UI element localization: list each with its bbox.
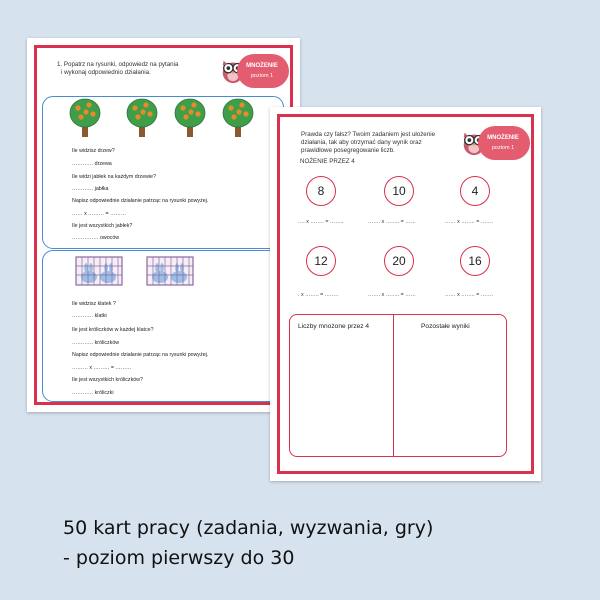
table-header-right: Pozostałe wyniki — [421, 323, 470, 330]
question-text: Napisz odpowiednie działanie patrząc na rysunki powyżej. — [72, 198, 209, 204]
number-circle: 20 — [384, 246, 414, 276]
answer-blank: ………… króliczki — [72, 390, 114, 396]
sorting-table — [289, 314, 507, 457]
answer-blank: ………… jabłka — [72, 186, 109, 192]
equation-blank: . x …….. = …….. — [298, 292, 339, 298]
apple-tree-icon — [126, 98, 158, 138]
question-text: Ile widzi jabłek na każdym drzewie? — [72, 174, 156, 180]
badge-title: MNOŻENIE — [246, 63, 278, 69]
apple-tree-icon — [222, 98, 254, 138]
worksheet-2 — [270, 107, 541, 481]
question-text: Ile jest wszystkich jabłek? — [72, 223, 133, 229]
apple-tree-icon — [69, 98, 101, 138]
worksheet-2-instruction — [301, 131, 451, 154]
rabbit-cage-icon — [146, 256, 194, 286]
equation-blank: ……. x …….. = …… — [368, 219, 416, 225]
badge-pill — [478, 126, 530, 160]
number-circle: 10 — [384, 176, 414, 206]
worksheet-1-instruction — [57, 61, 207, 77]
worksheet-2-subtitle: NOŻENIE PRZEZ 4 — [300, 158, 355, 165]
number-circle: 8 — [306, 176, 336, 206]
worksheet-1 — [27, 38, 300, 412]
answer-blank: ………… drzewa — [72, 161, 112, 167]
table-header-left: Liczby mnożone przez 4 — [298, 323, 370, 330]
instruction-line: 1. Popatrz na rysunki, odpowiedz na pytania — [57, 61, 179, 68]
table-divider — [393, 315, 394, 456]
equation-blank: ……. x …….. = …… — [368, 292, 416, 298]
badge-pill — [237, 54, 289, 88]
equation-blank: ……… x ……… = ……… — [72, 365, 132, 371]
question-text: Ile widzisz drzew? — [72, 148, 115, 154]
instruction-line: Prawda czy fałsz? Twoim zadaniem jest ułożenie — [301, 131, 436, 138]
task-panel-cages — [42, 250, 284, 402]
badge-title: MNOŻENIE — [487, 135, 519, 141]
level-badge — [219, 54, 289, 90]
equation-blank: …… x …….. = ……. — [445, 219, 493, 225]
level-badge — [460, 126, 530, 162]
badge-level: poziom 1 — [250, 73, 274, 79]
equation-blank: …. x …….. = …….. — [298, 219, 344, 225]
task-panel-trees — [42, 96, 284, 249]
number-circle: 12 — [306, 246, 336, 276]
caption-line-1: 50 kart pracy (zadania, wyzwania, gry) — [63, 517, 434, 539]
apple-tree-icon — [174, 98, 206, 138]
instruction-line: działania, tak aby otrzymać dany wynik oraz — [301, 138, 422, 146]
question-text: Ile widzisz klatek ? — [72, 301, 116, 307]
badge-level: poziom 1 — [491, 145, 515, 151]
question-text: Ile jest króliczków w każdej klatce? — [72, 327, 154, 333]
answer-blank: ………… klatki — [72, 313, 107, 319]
number-circle: 4 — [460, 176, 490, 206]
answer-blank: …………… owoców — [72, 235, 120, 241]
answer-blank: ………… króliczków — [72, 340, 120, 346]
question-text: Ile jest wszystkich króliczków? — [72, 377, 143, 383]
number-circle: 16 — [460, 246, 490, 276]
question-text: Napisz odpowiednie działanie patrząc na rysunki powyżej. — [72, 352, 209, 358]
equation-blank: …… x …….. = ……. — [445, 292, 493, 298]
instruction-line: prawidłowe posegregowanie liczb. — [301, 146, 395, 154]
rabbit-cage-icon — [75, 256, 123, 286]
instruction-line: i wykonaj odpowiednio działania. — [61, 68, 151, 76]
caption-line-2: - poziom pierwszy do 30 — [63, 547, 295, 569]
equation-blank: …… x ……… = ……… — [72, 211, 127, 217]
